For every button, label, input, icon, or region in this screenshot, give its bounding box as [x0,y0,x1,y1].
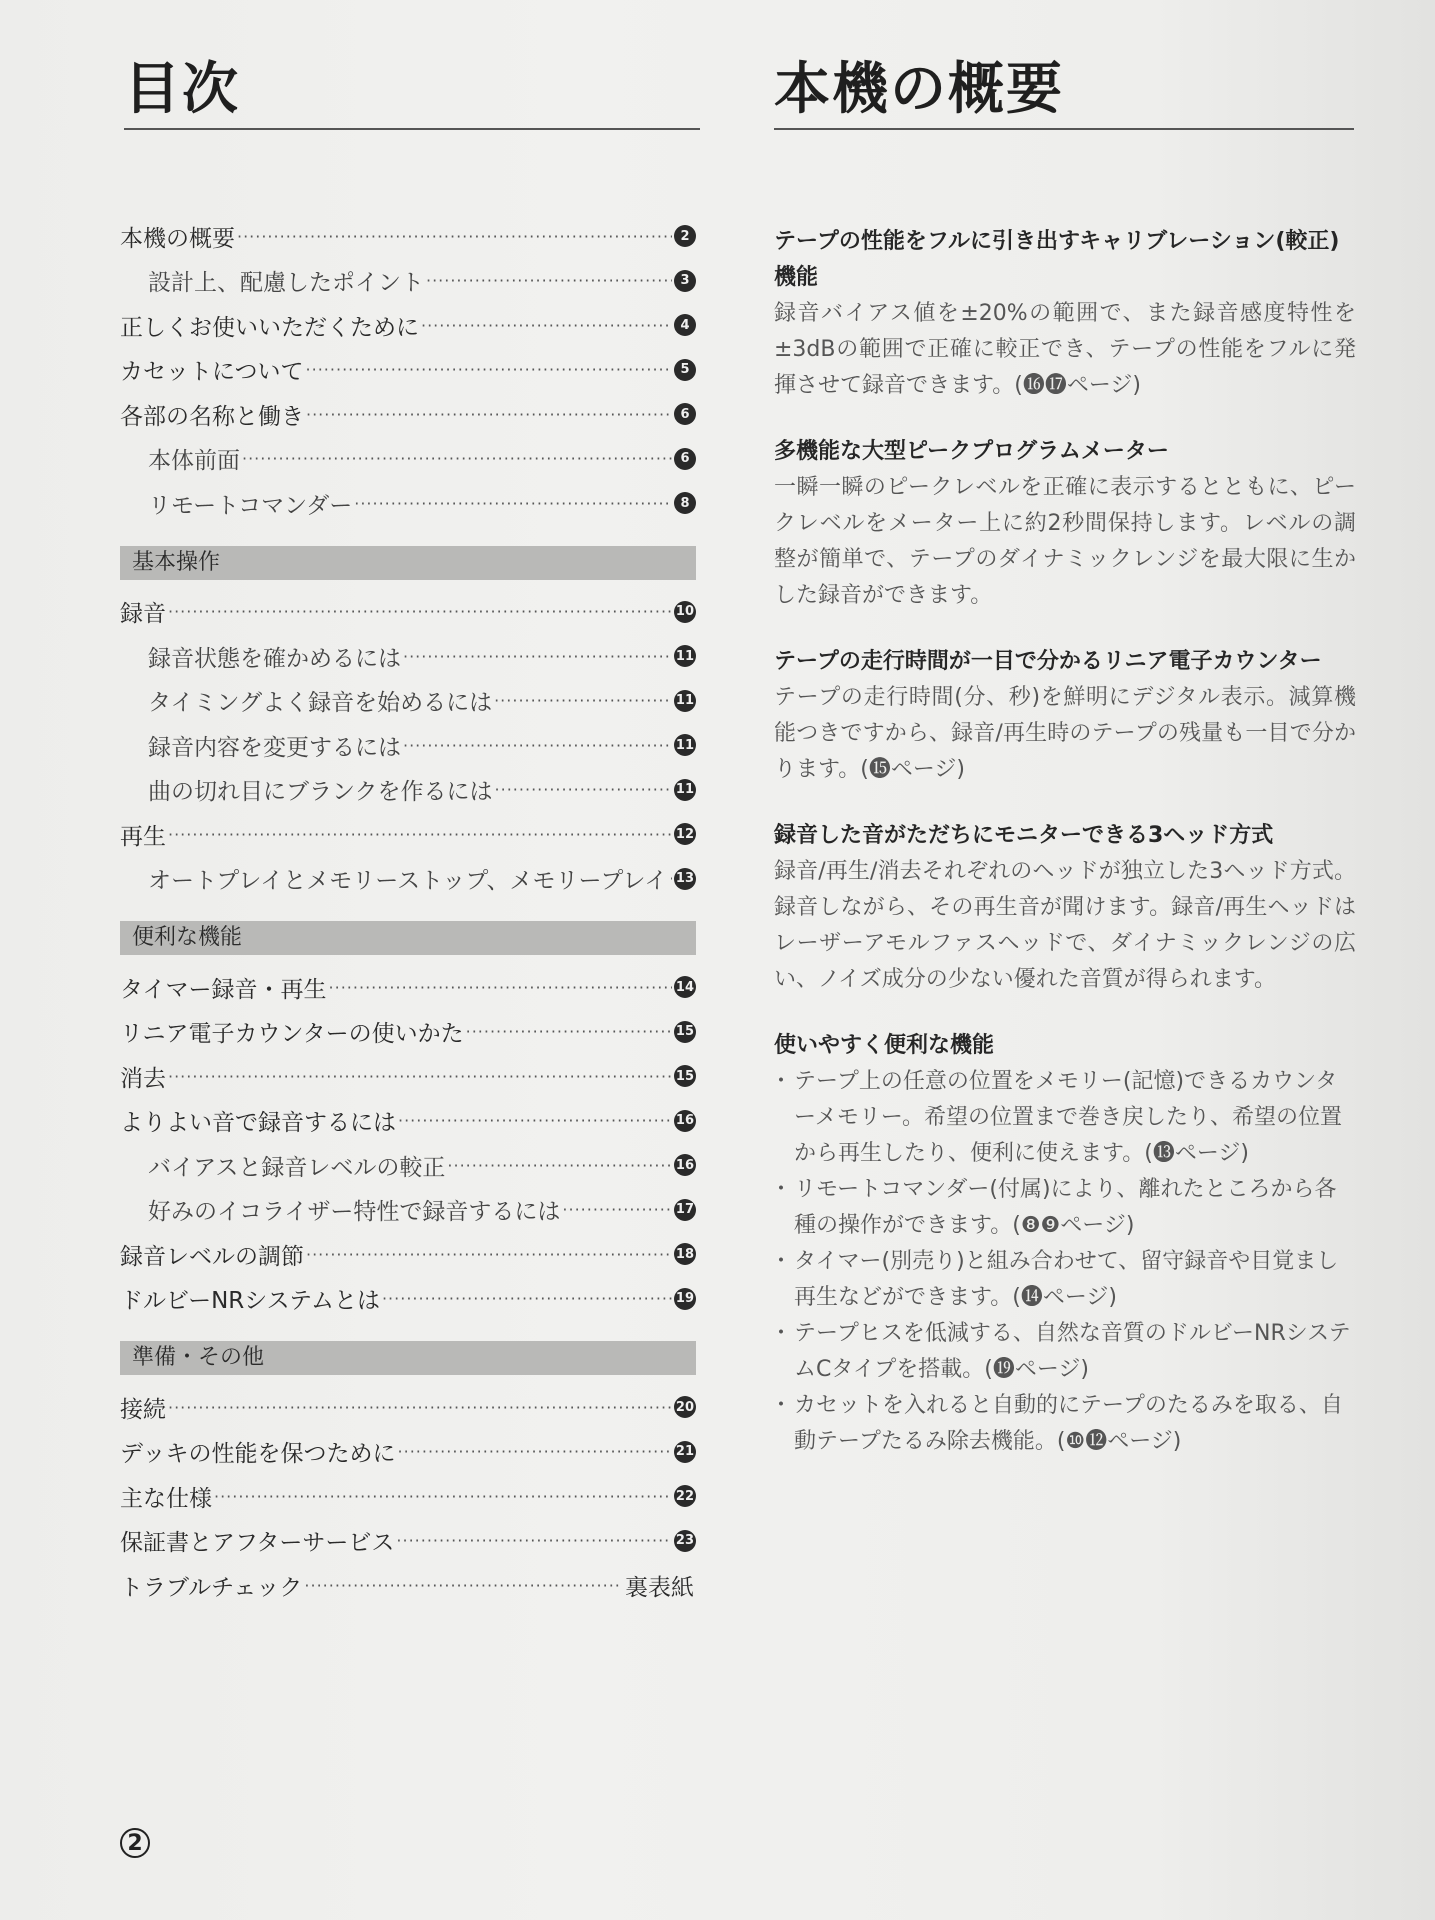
toc-page-number: 3 [674,270,696,292]
toc-entry[interactable] [120,965,696,1010]
feature-list-item: ・ テープ上の任意の位置をメモリー(記憶)できるカウンターメモリー。希望の位置まで巻き戻したり、希望の位置から再生したり、便利に使えます。(⓭ページ) [774,1064,1356,1172]
feature-list-item: ・ カセットを入れると自動的にテープのたるみを取る、自動テープたるみ除去機能。(❿⓬ページ) [774,1388,1356,1460]
feature-body: 録音バイアス値を±20%の範囲で、また録音感度特性を±3dBの範囲で正確に較正でき、テープの性能をフルに発揮させて録音できます。(⓰⓱ページ) [774,301,1356,398]
toc-entry-label: 正しくお使いいただくために [120,314,419,341]
toc-page-number: 13 [674,868,696,890]
feature-heading: 多機能な大型ピークプログラムメーター [774,439,1169,464]
toc-page-number: 15 [674,1065,696,1087]
feature-list-item: ・ リモートコマンダー(付属)により、離れたところから各種の操作ができます。(❽❾ページ) [774,1172,1356,1244]
toc-entry-label: リモートコマンダー [148,492,353,519]
toc-title: 目次 [124,57,240,122]
toc-entry-label: 保証書とアフターサービス [120,1530,395,1557]
toc-entry-label: タイミングよく録音を始めるには [148,690,493,717]
toc-entry[interactable] [120,437,696,482]
overview-title: 本機の概要 [774,57,1064,122]
toc-leader-dots [398,1111,672,1130]
toc-title-rule [124,128,700,130]
toc-leader-dots [396,1531,672,1550]
toc-leader-dots [403,736,672,755]
feature-list-block [774,1028,1356,1460]
toc-leader-dots [168,602,672,621]
toc-leader-dots [447,1156,672,1175]
toc-entry[interactable] [120,1385,696,1430]
toc-leader-dots [329,978,672,997]
table-of-contents [120,214,696,1608]
feature-block [774,644,1356,788]
toc-entry[interactable] [120,812,696,857]
toc-entry-label: カセットについて [120,359,304,386]
toc-entry[interactable] [120,1099,696,1144]
toc-entry[interactable] [120,214,696,259]
toc-page-number: 6 [674,403,696,425]
toc-entry-label: オートプレイとメモリーストップ、メモリープレイ [148,868,668,895]
toc-page-number: 18 [674,1243,696,1265]
feature-heading: 録音した音がただちにモニターできる3ヘッド方式 [774,823,1274,848]
toc-page-number: 8 [674,492,696,514]
overview-section [774,224,1356,1490]
toc-entry[interactable] [120,679,696,724]
toc-leader-dots [306,360,672,379]
toc-entry[interactable] [120,481,696,526]
toc-page-number: 19 [674,1288,696,1310]
toc-page-number: 21 [674,1441,696,1463]
toc-page-number: 12 [674,823,696,845]
toc-entry[interactable] [120,348,696,393]
toc-entry[interactable] [120,723,696,768]
toc-entry-label: 好みのイコライザー特性で録音するには [148,1199,561,1226]
toc-entry-label: 録音レベルの調節 [120,1243,304,1270]
toc-entry[interactable] [120,259,696,304]
toc-page-number: 20 [674,1396,696,1418]
toc-page-number: 16 [674,1154,696,1176]
toc-entry-label: 本機の概要 [120,225,235,252]
toc-leader-dots [168,1398,672,1417]
toc-entry-label: ドルビーNRシステムとは [120,1288,380,1315]
toc-page-number: 17 [674,1199,696,1221]
toc-entry-label: 録音内容を変更するには [148,734,401,761]
toc-leader-dots [242,449,672,468]
feature-block [774,224,1356,404]
toc-entry[interactable] [120,1143,696,1188]
feature-list-item: ・ タイマー(別売り)と組み合わせて、留守録音や目覚まし再生などができます。(⓮ページ) [774,1244,1356,1316]
toc-entry[interactable] [120,1010,696,1055]
toc-entry[interactable] [120,392,696,437]
toc-section-header: 便利な機能 [120,921,696,955]
toc-section-header: 準備・その他 [120,1341,696,1375]
toc-page-number: 10 [674,601,696,623]
toc-leader-dots [214,1487,672,1506]
toc-leader-dots [466,1022,672,1041]
feature-body: 録音/再生/消去それぞれのヘッドが独立した3ヘッド方式。録音しながら、その再生音が聞けます。録音/再生ヘッドはレーザーアモルファスヘッドで、ダイナミックレンジの広い、ノイズ成分の少ない優れた音質が得られます。 [774,859,1356,992]
toc-page-number: 4 [674,314,696,336]
feature-list-heading: 使いやすく便利な機能 [774,1033,995,1058]
toc-entry[interactable] [120,1054,696,1099]
toc-entry-label: 録音 [120,601,166,628]
feature-body: テープの走行時間(分、秒)を鮮明にデジタル表示。減算機能つきですから、録音/再生時のテープの残量も一目で分かります。(⓯ページ) [774,685,1356,782]
toc-leader-dots [403,647,672,666]
toc-page-number: 11 [674,734,696,756]
feature-block [774,818,1356,998]
toc-entry-label: デッキの性能を保つために [120,1441,396,1468]
toc-leader-dots [562,1200,672,1219]
toc-entry[interactable] [120,768,696,813]
overview-title-rule [774,128,1354,130]
toc-entry-label: 録音状態を確かめるには [148,645,401,672]
toc-entry[interactable] [120,634,696,679]
feature-list [774,1064,1356,1460]
toc-leader-dots [398,1442,672,1461]
toc-entry-label: トラブルチェック [120,1574,303,1601]
toc-leader-dots [421,316,672,335]
toc-entry-label: よりよい音で録音するには [120,1110,396,1137]
toc-page-number: 5 [674,359,696,381]
toc-leader-dots [495,780,672,799]
toc-entry[interactable] [120,1474,696,1519]
toc-page-number: 11 [674,645,696,667]
toc-entry-label: 設計上、配慮したポイント [148,270,424,297]
toc-entry[interactable] [120,857,696,902]
toc-leader-dots [382,1289,672,1308]
toc-entry-label: 各部の名称と働き [120,403,304,430]
toc-leader-dots [168,825,672,844]
toc-entry-label: バイアスと録音レベルの較正 [148,1154,446,1181]
toc-leader-dots [237,227,672,246]
toc-page-number: 11 [674,690,696,712]
toc-page-number: 15 [674,1021,696,1043]
toc-page-number: 11 [674,779,696,801]
toc-entry[interactable] [120,1430,696,1475]
toc-entry-label: 主な仕様 [120,1485,212,1512]
feature-heading: テープの性能をフルに引き出すキャリブレーション(較正)機能 [774,229,1340,290]
toc-entry[interactable] [120,1563,696,1608]
toc-section-header: 基本操作 [120,546,696,580]
toc-page-number: 14 [674,976,696,998]
toc-leader-dots [168,1067,672,1086]
toc-leader-dots [306,405,672,424]
toc-entry-label: 消去 [120,1065,166,1092]
feature-block [774,434,1356,614]
feature-heading: テープの走行時間が一目で分かるリニア電子カウンター [774,649,1322,674]
toc-page-number: 23 [674,1530,696,1552]
feature-body: 一瞬一瞬のピークレベルを正確に表示するとともに、ピークレベルをメーター上に約2秒間保持します。レベルの調整が簡単で、テープのダイナミックレンジを最大限に生かした録音ができます。 [774,475,1356,608]
toc-entry-label: 曲の切れ目にブランクを作るには [148,779,493,806]
toc-entry[interactable] [120,1519,696,1564]
toc-page-number: 6 [674,448,696,470]
toc-entry-label: 接続 [120,1396,166,1423]
toc-entry-label: 再生 [120,823,166,850]
toc-leader-dots [304,1576,621,1595]
toc-entry[interactable] [120,1188,696,1233]
toc-leader-dots [354,494,672,513]
toc-leader-dots [669,869,672,888]
toc-entry-label: タイマー録音・再生 [120,976,327,1003]
toc-leader-dots [426,271,672,290]
feature-list-item: ・ テープヒスを低減する、自然な音質のドルビーNRシステムCタイプを搭載。(⓳ページ) [774,1316,1356,1388]
toc-entry[interactable] [120,303,696,348]
page-number: 2 [120,1828,150,1858]
toc-leader-dots [494,691,672,710]
toc-page-number: 2 [674,225,696,247]
toc-leader-dots [306,1245,672,1264]
toc-entry[interactable] [120,1277,696,1322]
toc-page-number: 22 [674,1485,696,1507]
toc-entry-label: リニア電子カウンターの使いかた [120,1021,464,1048]
toc-page-number: 裏表紙 [625,1574,694,1601]
toc-entry[interactable] [120,1232,696,1277]
toc-entry[interactable] [120,590,696,635]
toc-page-number: 16 [674,1110,696,1132]
toc-entry-label: 本体前面 [148,448,240,475]
